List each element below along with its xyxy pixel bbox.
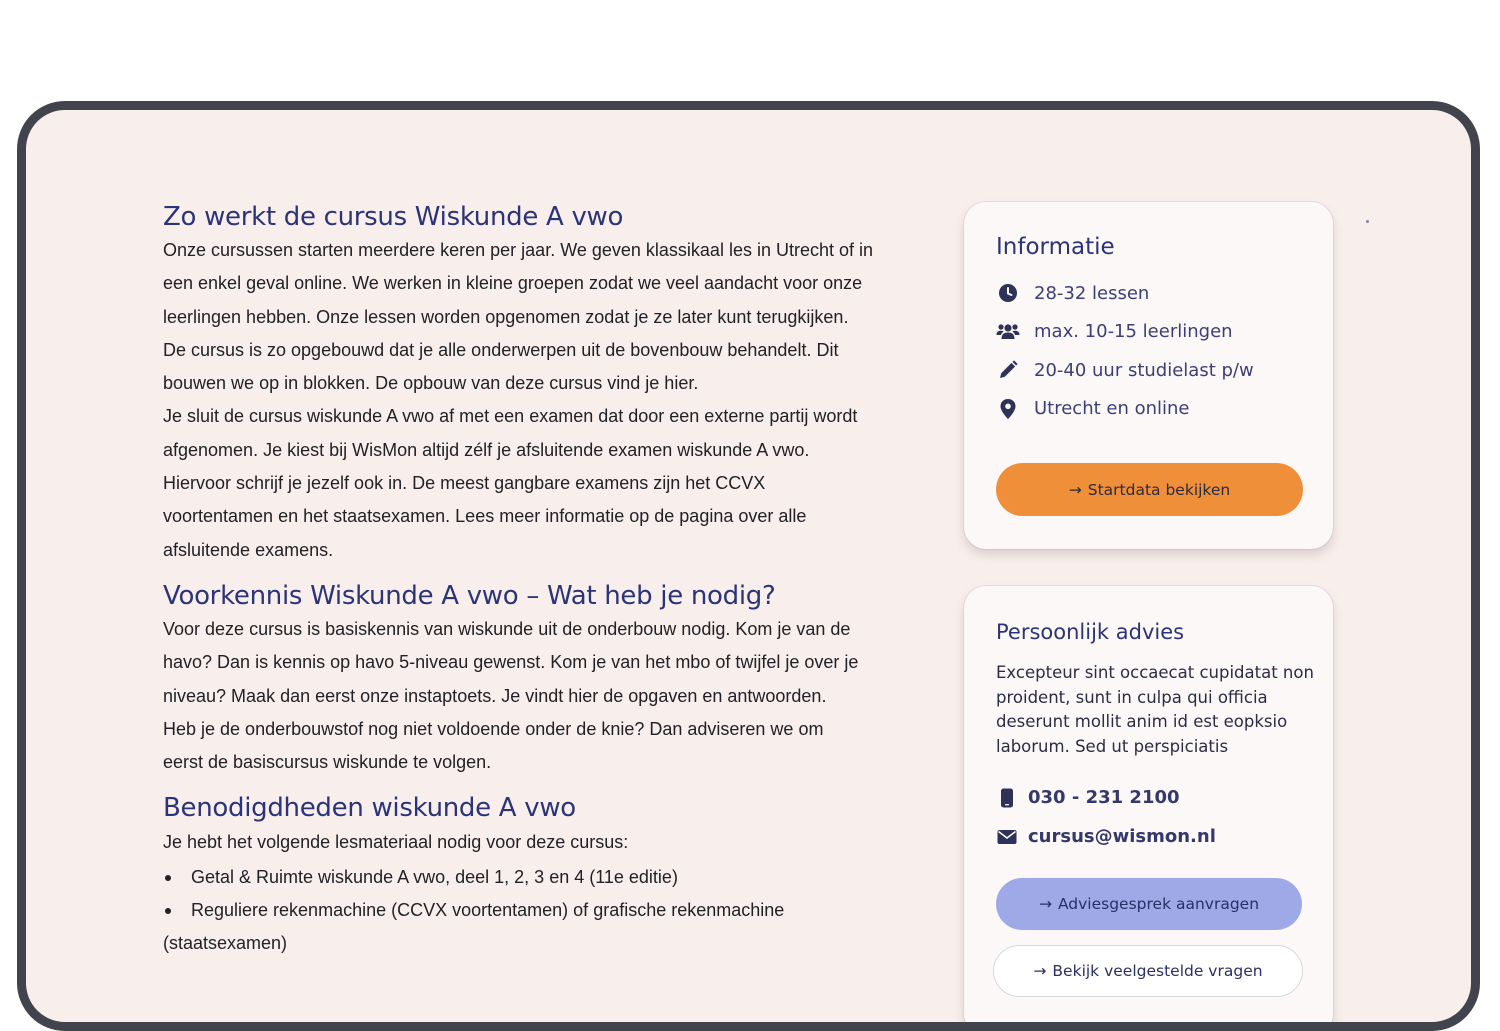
section-intro-benodigdheden: Je hebt het volgende lesmateriaal nodig voor deze cursus: bbox=[163, 832, 629, 853]
text-line: Heb je de onderbouwstof nog niet voldoende onder de knie? Dan adviseren we om bbox=[163, 718, 824, 739]
text-line: Je sluit de cursus wiskunde A vwo af met een examen dat door een externe partij wordt bbox=[163, 406, 858, 427]
advice-card bbox=[964, 586, 1333, 1031]
info-item-lessons: 28-32 lessen bbox=[996, 274, 1254, 313]
text-line: havo? Dan is kennis op havo 5-niveau gewenst. Kom je van het mbo of twijfel je over je bbox=[163, 652, 859, 673]
text-line: Hiervoor schrijf je jezelf ook in. De meest gangbare examens zijn het CCVX bbox=[163, 473, 766, 494]
users-icon bbox=[996, 320, 1020, 344]
section-title-benodigdheden: Benodigdheden wiskunde A vwo bbox=[163, 793, 576, 824]
materials-list bbox=[163, 861, 923, 960]
text-line: afgenomen. Je kiest bij WisMon altijd zélf je afsluitende examen wiskunde A vwo. bbox=[163, 439, 810, 460]
text-line: bouwen we op in blokken. De opbouw van deze cursus vind je hier. bbox=[163, 373, 699, 394]
info-item-location: Utrecht en online bbox=[996, 390, 1254, 429]
info-list bbox=[996, 274, 1254, 428]
phone-icon bbox=[996, 787, 1018, 809]
list-item: Reguliere rekenmachine (CCVX voortentamen) of grafische rekenmachine bbox=[163, 894, 923, 927]
text-line: De cursus is zo opgebouwd dat je alle onderwerpen uit de bovenbouw behandelt. Dit bbox=[163, 339, 839, 360]
text-line: afsluitende examens. bbox=[163, 539, 334, 560]
envelope-icon bbox=[996, 826, 1018, 848]
contact-email[interactable]: cursus@wismon.nl bbox=[996, 817, 1216, 856]
bullet-icon bbox=[165, 908, 171, 914]
section-title-cursus: Zo werkt de cursus Wiskunde A vwo bbox=[163, 202, 624, 232]
device-frame bbox=[17, 101, 1480, 1031]
text-line: Voor deze cursus is basiskennis van wiskunde uit de onderbouw nodig. Kom je van de bbox=[163, 618, 851, 639]
main-content bbox=[163, 200, 923, 960]
bullet-icon bbox=[165, 875, 171, 881]
text-line: leerlingen hebben. Onze lessen worden opgenomen zodat je ze later kunt terugkijken. bbox=[163, 306, 849, 327]
text-line: niveau? Maak dan eerst onze instaptoets. Je vindt hier de opgaven en antwoorden. bbox=[163, 685, 827, 706]
faq-button[interactable]: → Bekijk veelgestelde vragen bbox=[993, 945, 1303, 997]
location-pin-icon bbox=[996, 397, 1020, 421]
section-body-cursus bbox=[163, 234, 923, 567]
contact-phone[interactable]: 030 - 231 2100 bbox=[996, 778, 1216, 817]
decorative-dot bbox=[1366, 220, 1369, 223]
advice-card-title: Persoonlijk advies bbox=[996, 620, 1185, 644]
info-card-title: Informatie bbox=[996, 234, 1115, 260]
info-card bbox=[964, 202, 1333, 549]
text-line: voortentamen en het staatsexamen. Lees meer informatie op de pagina over alle bbox=[163, 506, 807, 527]
advice-card-text: Excepteur sint occaecat cupidatat non proident, sunt in culpa qui officia deserunt mollit anim id est eopksio laborum. Sed ut perspiciatis bbox=[996, 663, 1314, 757]
section-body-voorkennis bbox=[163, 613, 923, 779]
pencil-icon bbox=[996, 358, 1020, 382]
info-item-students: max. 10-15 leerlingen bbox=[996, 313, 1254, 352]
arrow-right-icon: → bbox=[1033, 962, 1047, 980]
arrow-right-icon: → bbox=[1068, 480, 1082, 499]
text-line: een enkel geval online. We werken in kleine groepen zodat we veel aandacht voor onze bbox=[163, 273, 863, 294]
adviesgesprek-button[interactable]: → Adviesgesprek aanvragen bbox=[996, 878, 1302, 930]
startdata-button[interactable]: → Startdata bekijken bbox=[996, 463, 1303, 516]
list-item-continuation: (staatsexamen) bbox=[163, 932, 288, 953]
section-title-voorkennis: Voorkennis Wiskunde A vwo – Wat heb je nodig? bbox=[163, 580, 776, 611]
list-item: Getal & Ruimte wiskunde A vwo, deel 1, 2, 3 en 4 (11e editie) bbox=[163, 861, 923, 894]
arrow-right-icon: → bbox=[1038, 895, 1052, 913]
text-line: Onze cursussen starten meerdere keren per jaar. We geven klassikaal les in Utrecht of in bbox=[163, 240, 874, 260]
clock-icon bbox=[996, 281, 1020, 305]
info-item-studyload: 20-40 uur studielast p/w bbox=[996, 351, 1254, 390]
contact-list bbox=[996, 778, 1216, 856]
text-line: eerst de basiscursus wiskunde te volgen. bbox=[163, 752, 492, 773]
